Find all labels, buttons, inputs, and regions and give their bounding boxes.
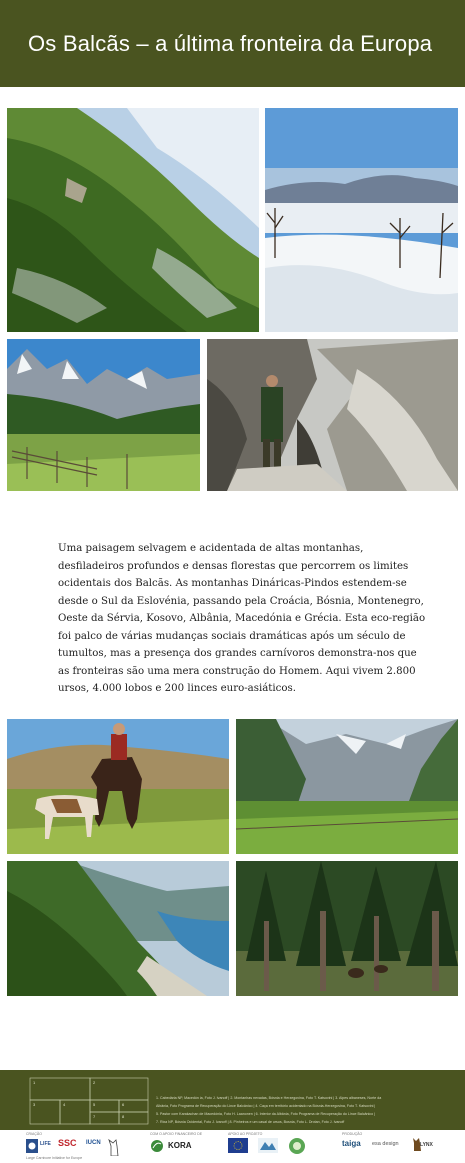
logo-taiga: taiga — [342, 1139, 361, 1148]
intro-paragraph — [58, 540, 428, 698]
canyon-hiker-photo — [207, 339, 458, 491]
credit-line: 1. Cabedária NP, Macedón ia, Foto J. Ivanoff | 2. Montanhas nevadas, Bósnia e Herzegovina, Foto T. Katsovini | 3. Alpes albaneses, Norte da — [156, 1096, 382, 1100]
photo-credits — [156, 1094, 456, 1126]
group-label: PRODUÇÃO — [342, 1132, 363, 1136]
logo-esa-design: esa design — [372, 1141, 399, 1147]
logo-iucn: IUCN — [86, 1140, 101, 1146]
group-label: APOIO AO PROJETO — [228, 1132, 263, 1136]
map-number: 5 — [93, 1102, 96, 1107]
page-title: Os Balcãs – a última fronteira da Europa — [28, 30, 433, 56]
map-number: 6 — [122, 1102, 125, 1107]
map-number: 7 — [93, 1114, 96, 1119]
logo-kora: KORA — [168, 1141, 192, 1150]
organization-logo-icon — [258, 1138, 278, 1153]
lynx-silhouette-icon — [108, 1138, 120, 1156]
lake-gorge-photo — [7, 861, 229, 996]
snowy-mountain-photo — [265, 108, 458, 332]
map-number: 4 — [63, 1102, 66, 1107]
lcie-icon — [26, 1139, 38, 1153]
valley-meadow-photo — [236, 719, 458, 854]
footer-banner — [0, 1070, 465, 1130]
circular-emblem-icon — [288, 1137, 306, 1155]
logo-lynx: LYNX — [420, 1142, 433, 1148]
eu-flag-icon — [228, 1138, 248, 1153]
credit-line: 5. Pastor com Karakachan de Macedónia, Foto H. Laanonen | 6. Interior da Albânia, Foto Programa de Recuperação do Lince Balcânico | — [156, 1112, 376, 1116]
logo-ssc: SSC — [58, 1138, 77, 1148]
horseman-and-dog-photo — [7, 719, 229, 854]
forest-bears-photo — [236, 861, 458, 996]
map-number: 1 — [33, 1080, 36, 1085]
group-label: COM O APOIO FINANCEIRO DE — [150, 1132, 203, 1136]
sponsor-logos — [0, 1130, 465, 1163]
logo-subtitle: Large Carnivore Initiative for Europe — [26, 1156, 83, 1160]
map-number: 8 — [122, 1114, 125, 1119]
header-banner — [0, 0, 465, 87]
logo-life: LIFE — [40, 1141, 51, 1147]
group-label: CRIAÇÃO — [26, 1132, 42, 1136]
alpine-valley-photo — [7, 339, 200, 491]
forested-mountain-slope-photo — [7, 108, 259, 332]
photo-layout-map — [28, 1076, 150, 1126]
map-number: 3 — [33, 1102, 36, 1107]
credit-line: Albânia, Foto Programa de Recuperação do Lince Balcânico | 4. Caça em território acidentado na Bósnia-Herzegovina, Foto T. Katsovini | — [156, 1104, 376, 1108]
body-text: Uma paisagem selvagem e acidentada de altas montanhas, desfiladeiros profundos e densas florestas que percorrem os limites ocidentais dos Balcãs. As montanhas Dináricas-Pindos estendem-se desde o Sul da Eslovénia, passando pela Croácia, Bósnia, Montenegro, Oeste da Sérvia, Kosovo, Albânia, Macedónia e Grécia. Esta eco-região foi palco de várias mudanças sociais dramáticas após um século de tumultos, mas a presença dos grandes carnívoros demonstra-nos que as fronteiras são uma mera construção do Homem. Aqui vivem 2.800 ursos, 4.000 lobos e 200 linces euro-asiáticos. — [58, 543, 426, 694]
credit-line: 7. Rixa NP, Bósnia Ocidental, Foto J. Ivanoff | 8. Pinheiros e um casal de ursos, Bosnia, Foto L. Drotan, Foto J. Ivanoff — [156, 1120, 345, 1124]
map-number: 2 — [93, 1080, 96, 1085]
leaf-logo-icon — [150, 1139, 164, 1153]
